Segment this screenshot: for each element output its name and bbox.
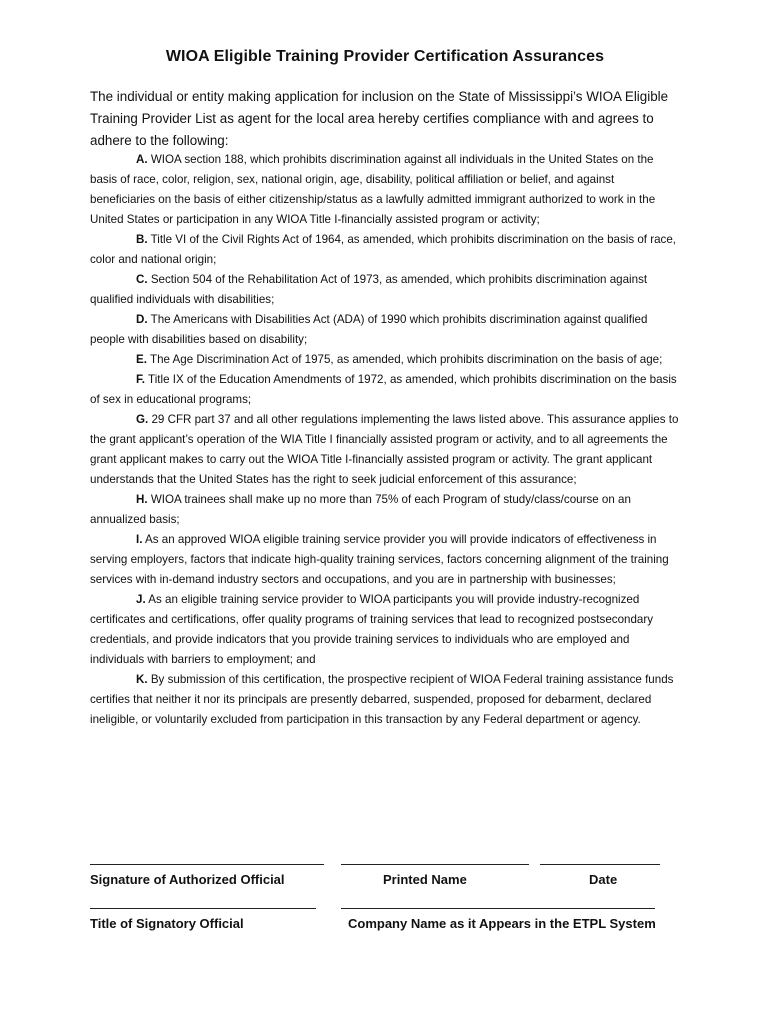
item-text: WIOA section 188, which prohibits discrimination against all individuals in the United States on the basis of race, color, religion, sex, national origin, age, disability, political affiliation or belief, and against beneficiaries on the basis of either citizenship/status as a lawfully admitted immigrant authorized to work in the United States or participation in any WIOA Title I-financially assisted program or activity; <box>90 153 656 226</box>
assurance-item-c <box>90 270 682 310</box>
assurance-item-k <box>90 670 682 730</box>
document-title: WIOA Eligible Training Provider Certification Assurances <box>165 48 605 65</box>
intro-paragraph: The individual or entity making application for inclusion on the State of Mississippi’s WIOA Eligible Training Provider List as agent for the local area hereby certifies compliance with and agrees to adhere to the following: <box>90 89 669 148</box>
title-line[interactable] <box>90 908 316 909</box>
item-text: By submission of this certification, the prospective recipient of WIOA Federal training assistance funds certifies that neither it nor its principals are presently debarred, suspended, proposed for debarment, declared ineligible, or voluntarily excluded from participation in this transaction by any Federal department or agency. <box>90 673 674 726</box>
item-letter: A. <box>136 153 148 166</box>
item-letter: J. <box>136 593 146 606</box>
item-text: Title VI of the Civil Rights Act of 1964, as amended, which prohibits discrimination on the basis of race, color and national origin; <box>90 233 677 266</box>
assurance-item-i <box>90 530 682 590</box>
assurance-item-j <box>90 590 682 670</box>
item-letter: K. <box>136 673 148 686</box>
assurance-item-e <box>90 350 682 370</box>
item-letter: H. <box>136 493 148 506</box>
item-text: As an approved WIOA eligible training service provider you will provide indicators of effectiveness in serving employers, factors that indicate high-quality training services, factors concerning alignment of the training services with in-demand industry sectors and occupations, and you are in partnership with businesses; <box>90 533 669 586</box>
assurance-item-f <box>90 370 682 410</box>
item-letter: E. <box>136 353 147 366</box>
company-name-label: Company Name as it Appears in the ETPL System <box>348 916 656 931</box>
item-letter: C. <box>136 273 148 286</box>
item-letter: D. <box>136 313 148 326</box>
item-text: Title IX of the Education Amendments of 1972, as amended, which prohibits discrimination on the basis of sex in educational programs; <box>90 373 677 406</box>
title-label: Title of Signatory Official <box>90 916 244 931</box>
date-label: Date <box>589 872 618 887</box>
assurance-item-d <box>90 310 682 350</box>
item-letter: B. <box>136 233 148 246</box>
assurance-item-g <box>90 410 682 490</box>
item-letter: G. <box>136 413 149 426</box>
assurance-item-b <box>90 230 682 270</box>
date-line[interactable] <box>540 864 660 865</box>
item-letter: F. <box>136 373 146 386</box>
item-text: The Americans with Disabilities Act (ADA) of 1990 which prohibits discrimination against qualified people with disabilities based on disability; <box>90 313 648 346</box>
item-text: Section 504 of the Rehabilitation Act of 1973, as amended, which prohibits discrimination against qualified individuals with disabilities; <box>90 273 648 306</box>
item-text: 29 CFR part 37 and all other regulations implementing the laws listed above. This assurance applies to the grant applicant’s operation of the WIA Title I financially assisted program or activity, and to all agreements the grant applicant makes to carry out the WIOA Title I-financially assisted program or activity. The grant applicant understands that the United States has the right to seek judicial enforcement of this assurance; <box>90 413 679 486</box>
assurance-item-h <box>90 490 682 530</box>
company-name-line[interactable] <box>341 908 655 909</box>
item-text: WIOA trainees shall make up no more than 75% of each Program of study/class/course on an annualized basis; <box>90 493 631 526</box>
signature-label: Signature of Authorized Official <box>90 872 285 887</box>
printed-name-line[interactable] <box>341 864 529 865</box>
item-letter: I. <box>136 533 143 546</box>
item-text: The Age Discrimination Act of 1975, as amended, which prohibits discrimination on the basis of age; <box>149 353 663 366</box>
assurance-list <box>90 150 682 730</box>
item-text: As an eligible training service provider to WIOA participants you will provide industry-recognized certificates and certifications, offer quality programs of training services that lead to recognized postsecondary credentials, and provide indicators that you provide training services to individuals who are employed and individuals with barriers to employment; and <box>90 593 654 666</box>
signature-line[interactable] <box>90 864 324 865</box>
assurance-item-a <box>90 150 682 230</box>
printed-name-label: Printed Name <box>383 872 467 887</box>
